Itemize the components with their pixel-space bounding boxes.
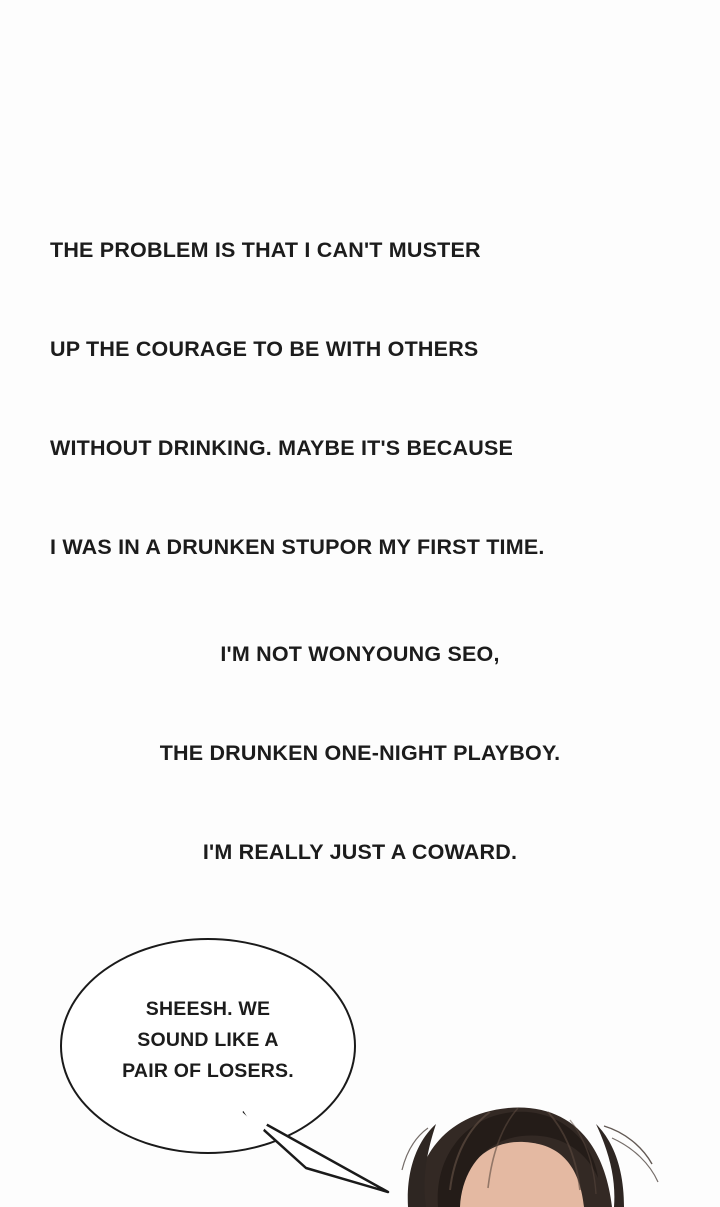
speech-bubble-tail-icon (238, 1106, 398, 1196)
bubble-line: PAIR OF LOSERS. (122, 1060, 294, 1082)
narration-block-middle (0, 572, 720, 935)
narration-line: THE DRUNKEN ONE-NIGHT PLAYBOY. (159, 741, 561, 765)
narration-line: I'M NOT WONYOUNG SEO, (220, 642, 500, 666)
narration-line: I WAS IN A DRUNKEN STUPOR MY FIRST TIME. (50, 535, 545, 559)
narration-line: I'M REALLY JUST A COWARD. (202, 840, 518, 864)
narration-line: UP THE COURAGE TO BE WITH OTHERS (50, 337, 479, 361)
narration-line: THE PROBLEM IS THAT I CAN'T MUSTER (50, 238, 481, 262)
character-head (398, 1098, 720, 1207)
bubble-line: SHEESH. WE (145, 998, 271, 1020)
bubble-line: SOUND LIKE A (137, 1029, 279, 1051)
character-hair-illustration (398, 1098, 720, 1207)
speech-bubble-text (60, 994, 356, 1087)
speech-bubble-group (60, 938, 360, 1188)
narration-line: WITHOUT DRINKING. MAYBE IT'S BECAUSE (50, 436, 514, 460)
narration-block-top (50, 168, 545, 630)
